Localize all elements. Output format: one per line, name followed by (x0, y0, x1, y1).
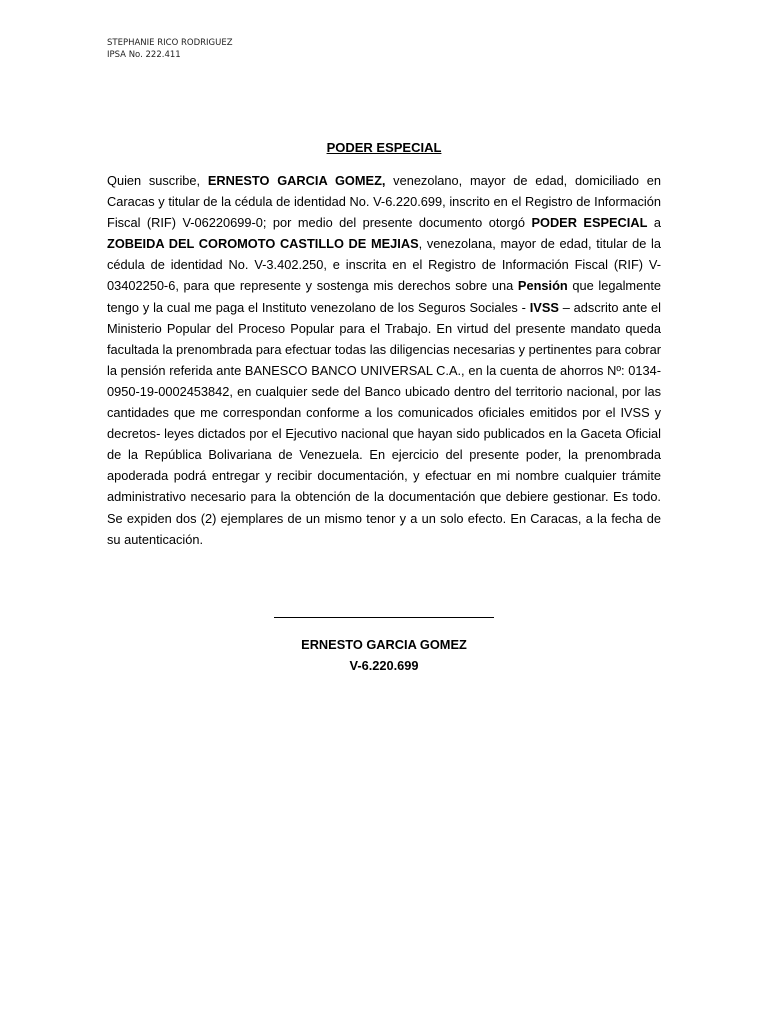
body-text-segment: , venezolana, mayor de edad, titular de la cédula de identidad No. V-3.402.250, e inscrita en el Registro de Información Fiscal (RIF) V-03402250-6, para que represente y sostenga mis derechos sobre una (107, 236, 661, 294)
signature-line (274, 617, 494, 618)
document-title: PODER ESPECIAL (326, 140, 442, 155)
grantor-name: ERNESTO GARCIA GOMEZ, (207, 173, 386, 188)
ivss-keyword: IVSS (529, 299, 559, 315)
document-body (107, 170, 661, 550)
document-header (107, 38, 233, 61)
body-text-segment: venezolano, mayor de edad, domiciliado en Caracas y titular de la cédula de identidad No. V-6.220.699, inscrito en el Registro de Información Fiscal (RIF) V-06220699-0; por medio del presente documento otorgó (107, 173, 661, 231)
body-text-segment: a (647, 215, 661, 231)
body-text-segment: Quien suscribe, (107, 173, 208, 188)
body-text-segment: – adscrito ante el Ministerio Popular del Proceso Popular para el Trabajo. En virtud del presente mandato queda facultada la prenombrada para efectuar todas las diligencias necesarias y pertinentes para cobrar la pensión referida ante BANESCO BANCO UNIVERSAL C.A., en la cuenta de ahorros Nº: 0134-0950-19-0002453842, en cualquier sede del Banco ubicado dentro del territorio nacional, por las cantidades que me correspondan conforme a los comunicados oficiales emitidos por el IVSS y decretos- leyes dictados por el Ejecutivo nacional que hayan sido publicados en la Gaceta Oficial de la República Bolivariana de Venezuela. En ejercicio del presente poder, la prenombrada apoderada podrá entregar y recibir documentación, y efectuar en mi nombre cualquier trámite administrativo necesario para la obtención de la documentación que debiere gestionar. Es todo. Se expiden dos (2) ejemplares de un mismo tenor y a un solo efecto. En Caracas, a la fecha de su autenticación. (107, 299, 662, 547)
power-type: PODER ESPECIAL (531, 215, 648, 231)
pension-keyword: Pensión (517, 278, 568, 294)
header-ipsa-number: IPSA No. 222.411 (107, 49, 181, 60)
signature-name: ERNESTO GARCIA GOMEZ (301, 637, 467, 652)
grantee-name: ZOBEIDA DEL COROMOTO CASTILLO DE MEJIAS (107, 236, 419, 252)
signature-id-number: V-6.220.699 (349, 658, 419, 673)
body-text-segment: que legalmente tengo y la cual me paga el Instituto venezolano de los Seguros Sociales - (107, 278, 661, 315)
header-attorney-name: STEPHANIE RICO RODRIGUEZ (107, 38, 233, 48)
